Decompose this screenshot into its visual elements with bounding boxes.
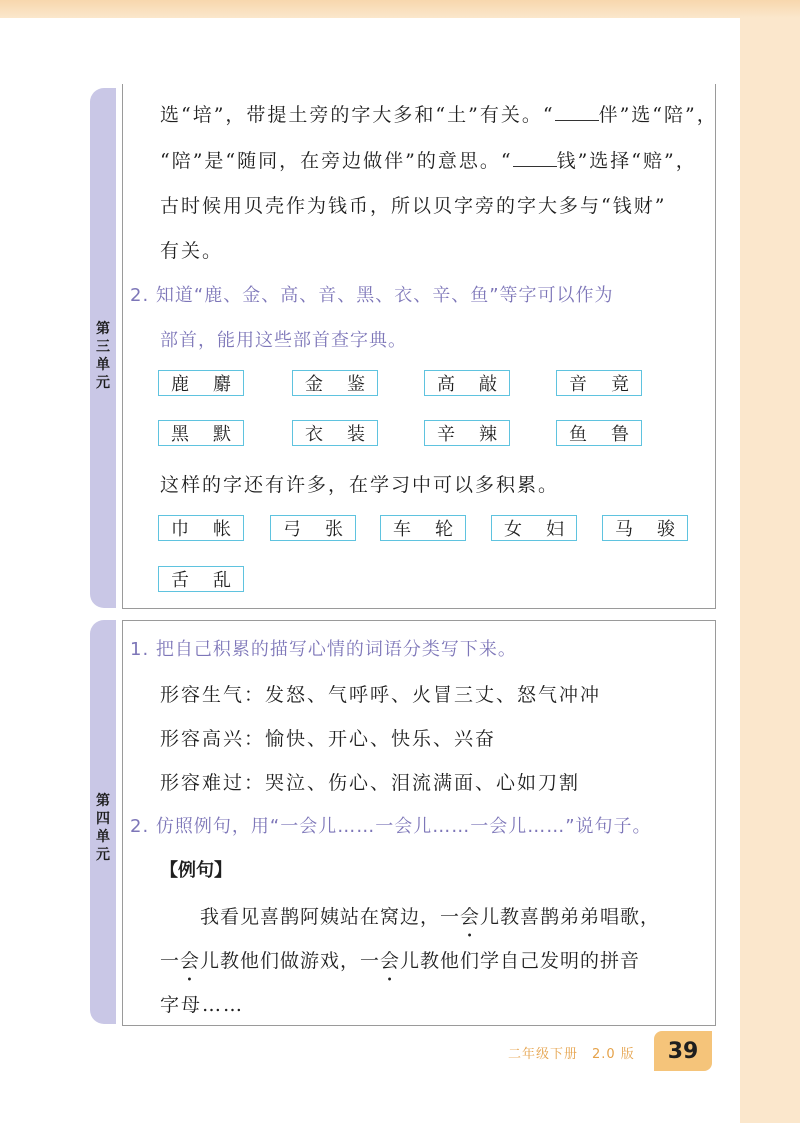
item-2-line: 部首，能用这些部首查字典。 xyxy=(160,330,407,351)
book-edition: 二年级下册 2.0 版 xyxy=(508,1047,635,1062)
unit3-side-tab xyxy=(90,88,116,608)
unit4-tab-char: 元 xyxy=(96,847,110,863)
paragraph-line: 古时候用贝壳作为钱币，所以贝字旁的字大多与“钱财” xyxy=(160,195,667,217)
char-pair-box: 黑 默 xyxy=(158,420,244,446)
char-pair-box: 金 鉴 xyxy=(292,370,378,396)
category-line: 形容生气：发怒、气呼呼、火冒三丈、怒气冲冲 xyxy=(160,684,602,706)
unit4-tab-char: 单 xyxy=(96,829,110,845)
category-line: 形容难过：哭泣、伤心、泪流满面、心如刀割 xyxy=(160,772,581,794)
unit3-tab-char: 三 xyxy=(96,339,110,355)
char-pair-box: 马 骏 xyxy=(602,515,688,541)
char-pair-box: 巾 帐 xyxy=(158,515,244,541)
item-1: 1. 把自己积累的描写心情的词语分类写下来。 xyxy=(130,639,517,660)
example-line: 一会儿教他们做游戏，一会儿教他们学自己发明的拼音 xyxy=(160,950,641,972)
page-number: 39 xyxy=(654,1031,712,1071)
char-pair-box: 女 妇 xyxy=(491,515,577,541)
page-top-band xyxy=(0,0,800,18)
unit4-tab-char: 四 xyxy=(96,811,110,827)
emphasis-phrase: 一会儿 xyxy=(360,950,421,972)
char-pair-box: 音 竟 xyxy=(556,370,642,396)
more-text: 这样的字还有许多，在学习中可以多积累。 xyxy=(160,474,560,496)
char-pair-box: 弓 张 xyxy=(270,515,356,541)
char-pair-box: 高 敲 xyxy=(424,370,510,396)
unit4-tab-char: 第 xyxy=(96,793,110,809)
example-line: 我看见喜鹊阿姨站在窝边，一会儿教喜鹊弟弟唱歌， xyxy=(200,906,661,928)
fill-blank xyxy=(555,104,599,121)
paragraph-line: 有关。 xyxy=(160,240,224,262)
unit3-tab-char: 单 xyxy=(96,357,110,373)
category-line: 形容高兴：愉快、开心、快乐、兴奋 xyxy=(160,728,497,750)
paragraph-line: 选“培”，带提土旁的字大多和“土”有关。“ 伴”选“陪”， xyxy=(160,104,718,126)
char-pair-box: 舌 乱 xyxy=(158,566,244,592)
paragraph-line: “陪”是“随同，在旁边做伴”的意思。“ 钱”选择“赔”， xyxy=(160,150,697,172)
fill-blank xyxy=(513,150,557,167)
item-2-line: 2. 知道“鹿、金、高、音、黑、衣、辛、鱼”等字可以作为 xyxy=(130,285,614,306)
example-label: 【例句】 xyxy=(160,860,232,881)
item-2: 2. 仿照例句，用“一会儿……一会儿……一会儿……”说句子。 xyxy=(130,816,652,837)
unit4-side-tab xyxy=(90,620,116,1024)
unit3-tab-char: 第 xyxy=(96,321,110,337)
char-pair-box: 衣 装 xyxy=(292,420,378,446)
emphasis-phrase: 一会儿 xyxy=(160,950,221,972)
char-pair-box: 鹿 麝 xyxy=(158,370,244,396)
unit3-tab-char: 元 xyxy=(96,375,110,391)
char-pair-box: 车 轮 xyxy=(380,515,466,541)
char-pair-box: 鱼 鲁 xyxy=(556,420,642,446)
char-pair-box: 辛 辣 xyxy=(424,420,510,446)
emphasis-phrase: 一会儿 xyxy=(440,906,501,928)
example-line: 字母…… xyxy=(160,994,245,1016)
